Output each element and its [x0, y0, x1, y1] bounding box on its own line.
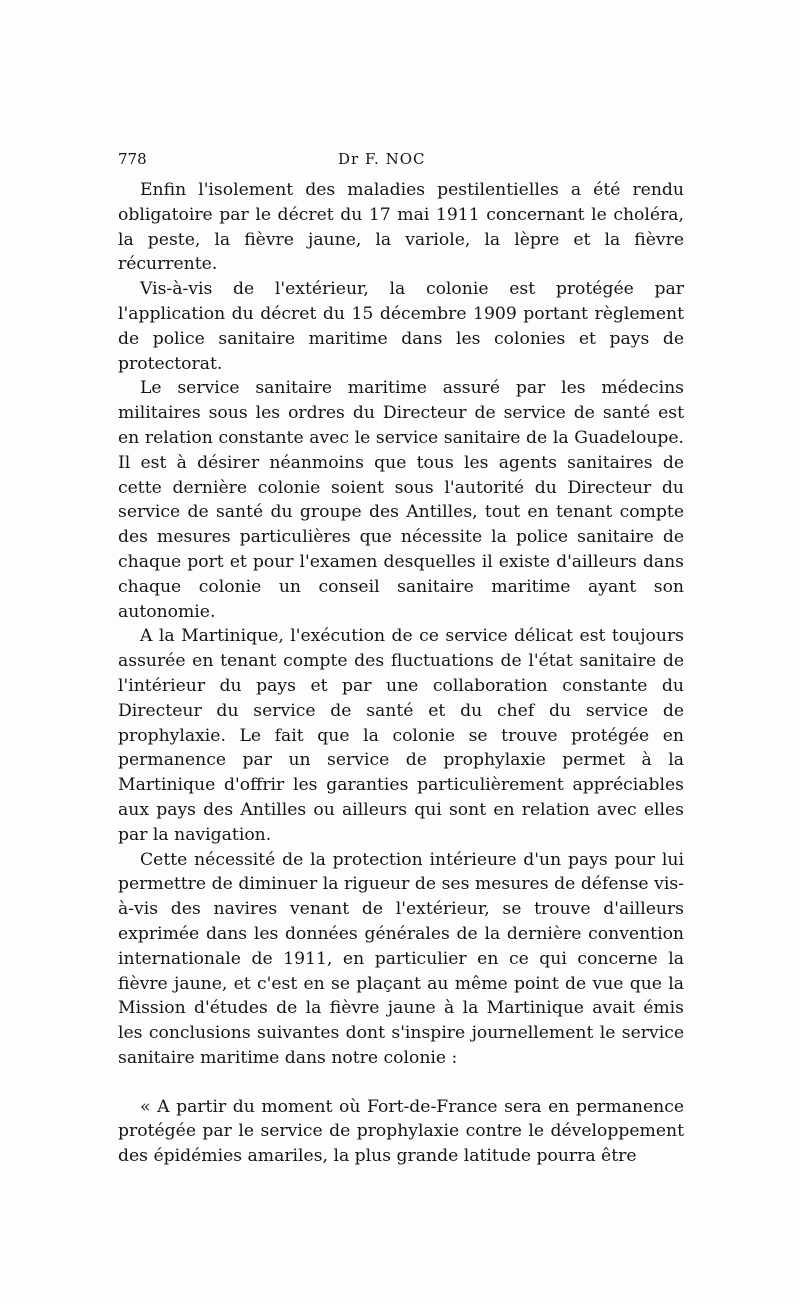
paragraph-exterior-protection: Vis-à-vis de l'extérieur, la colonie est protégée par l'application du décret du 15 décembre 1909 portant règlement de police sanitaire maritime dans les colonies et pays de protectorat.	[118, 279, 684, 374]
running-head	[118, 150, 686, 170]
paragraph-maritime-service: Le service sanitaire maritime assuré par les médecins militaires sous les ordres du Directeur de service de santé est en relation constante avec le service sanitaire de la Guadeloupe. Il est à désirer néanmoins que tous les agents sanitaires de cette dernière colonie soient sous l'autorité du Directeur du service de santé du groupe des Antilles, tout en tenant compte des mesures particulières que nécessite la police sanitaire de chaque port et pour l'examen desquelles il existe d'ailleurs dans chaque colonie un conseil sanitaire maritime ayant son autonomie.	[118, 378, 684, 622]
running-head-author: Dr F. NOC	[338, 150, 426, 168]
paragraph-isolation: Enfin l'isolement des maladies pestilentielles a été rendu obligatoire par le décret du 17 mai 1911 concernant le choléra, la peste, la fièvre jaune, la variole, la lèpre et la fièvre récurrente.	[118, 180, 684, 275]
page-number: 778	[118, 150, 147, 168]
paragraph-martinique: A la Martinique, l'exécution de ce service délicat est toujours assurée en tenant compte des fluctuations de l'état sanitaire de l'intérieur du pays et par une collaboration constante du Directeur du service de santé et du chef du service de prophylaxie. Le fait que la colonie se trouve protégée en permanence par un service de prophylaxie permet à la Martinique d'offrir les garanties particulièrement appréciables aux pays des Antilles ou ailleurs qui sont en relation avec elles par la navigation.	[118, 626, 684, 845]
body-text	[118, 178, 684, 1169]
paragraph-protection-necessity: Cette nécessité de la protection intérieure d'un pays pour lui permettre de diminuer la rigueur de ses mesures de défense vis-à-vis des navires venant de l'extérieur, se trouve d'ailleurs exprimée dans les données générales de la dernière convention internationale de 1911, en particulier en ce qui concerne la fièvre jaune, et c'est en se plaçant au même point de vue que la Mission d'études de la fièvre jaune à la Martinique avait émis les conclusions suivantes dont s'inspire journellement le service sanitaire maritime dans notre colonie :	[118, 849, 684, 1068]
quote-paragraph: « A partir du moment où Fort-de-France sera en permanence protégée par le service de prophylaxie contre le développement des épidémies amariles, la plus grande latitude pourra être	[118, 1096, 684, 1167]
